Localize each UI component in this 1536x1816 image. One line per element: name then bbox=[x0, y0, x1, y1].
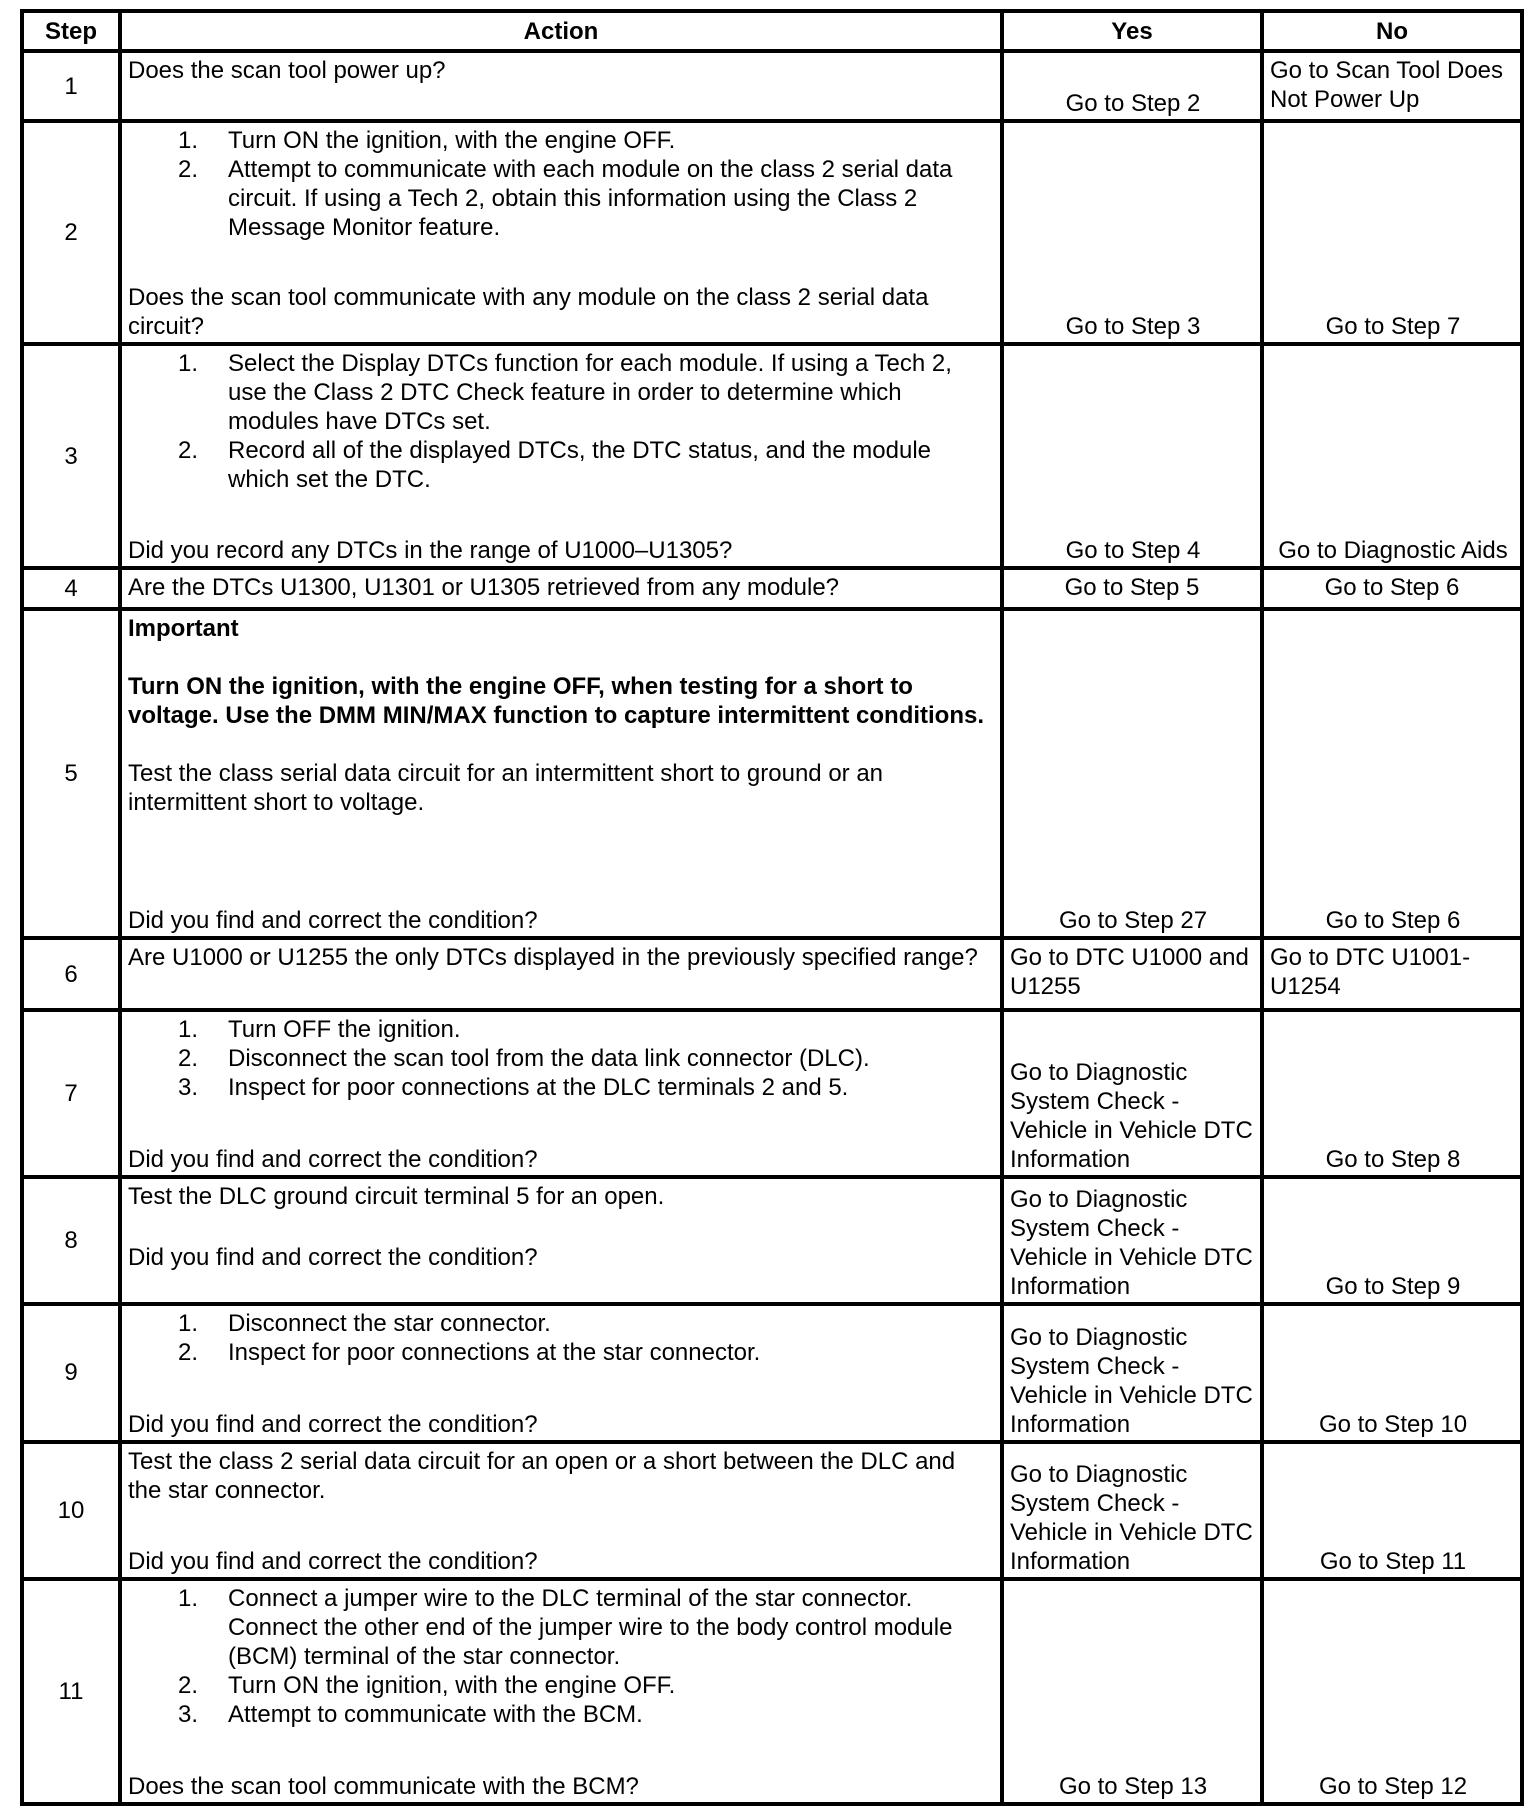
yes-cell bbox=[1002, 1579, 1262, 1804]
action-steps bbox=[128, 1015, 994, 1102]
step-number: 9 bbox=[22, 1304, 120, 1442]
header-step: Step bbox=[22, 11, 120, 51]
yes-result: Go to Step 27 bbox=[1058, 907, 1208, 935]
table-row bbox=[22, 121, 1522, 344]
no-cell bbox=[1262, 1442, 1522, 1579]
table-row bbox=[22, 568, 1522, 609]
yes-result: Go to Step 4 bbox=[1065, 537, 1201, 565]
no-result: Go to Step 8 bbox=[1325, 1145, 1461, 1173]
action-cell bbox=[120, 1579, 1002, 1804]
no-cell bbox=[1262, 1579, 1522, 1804]
list-item: 3. Attempt to communicate with the BCM. bbox=[178, 1700, 643, 1728]
yes-cell bbox=[1002, 568, 1262, 609]
action-cell bbox=[120, 568, 1002, 609]
important-text: Turn ON the ignition, with the engine OFF, when testing for a short to voltage. Use the DMM MIN/MAX function to capture intermittent conditions. bbox=[128, 673, 985, 730]
yes-result: Go to DTC U1000 and U1255 bbox=[1010, 944, 1249, 1001]
yes-cell bbox=[1002, 1304, 1262, 1442]
action-question: Did you record any DTCs in the range of U1000–U1305? bbox=[128, 537, 733, 565]
yes-cell bbox=[1002, 121, 1262, 344]
yes-cell bbox=[1002, 344, 1262, 568]
step-number: 3 bbox=[22, 344, 120, 568]
header-row bbox=[22, 11, 1522, 51]
action-cell bbox=[120, 121, 1002, 344]
yes-result: Go to Diagnostic System Check - Vehicle in Vehicle DTC Information bbox=[1010, 1460, 1253, 1575]
table-row bbox=[22, 1177, 1522, 1304]
step-number: 7 bbox=[22, 1010, 120, 1177]
action-steps bbox=[128, 349, 994, 494]
action-question: Did you find and correct the condition? bbox=[128, 1145, 538, 1173]
action-question: Did you find and correct the condition? bbox=[128, 1410, 538, 1438]
action-cell bbox=[120, 1010, 1002, 1177]
action-question: Did you find and correct the condition? bbox=[128, 1547, 538, 1575]
action-instruction: Test the class serial data circuit for an intermittent short to ground or an intermittent short to voltage. bbox=[128, 760, 884, 817]
action-steps bbox=[128, 126, 994, 242]
action-instruction: Test the class 2 serial data circuit for an open or a short between the DLC and the star connector. bbox=[128, 1447, 956, 1504]
step-number: 11 bbox=[22, 1579, 120, 1804]
table-row bbox=[22, 609, 1522, 938]
no-cell bbox=[1262, 51, 1522, 121]
action-question: Are the DTCs U1300, U1301 or U1305 retrieved from any module? bbox=[128, 574, 840, 602]
list-item: 1. Select the Display DTCs function for each module. If using a Tech 2, use the Class 2 DTC Check feature in order to determine which modules have DTCs set. bbox=[178, 350, 952, 436]
list-item: 2. Disconnect the scan tool from the data link connector (DLC). bbox=[178, 1044, 870, 1072]
yes-result: Go to Diagnostic System Check - Vehicle in Vehicle DTC Information bbox=[1010, 1058, 1253, 1173]
action-question: Does the scan tool communicate with any module on the class 2 serial data circuit? bbox=[128, 284, 929, 341]
no-result: Go to Step 6 bbox=[1324, 574, 1460, 602]
table-row bbox=[22, 1010, 1522, 1177]
yes-result: Go to Step 13 bbox=[1058, 1773, 1208, 1800]
no-cell bbox=[1262, 1010, 1522, 1177]
no-cell bbox=[1262, 1177, 1522, 1304]
action-question: Does the scan tool communicate with the BCM? bbox=[128, 1773, 639, 1800]
diagnostic-table bbox=[20, 9, 1524, 1806]
action-cell bbox=[120, 344, 1002, 568]
no-result: Go to DTC U1001-U1254 bbox=[1270, 944, 1471, 1001]
no-result: Go to Step 12 bbox=[1318, 1773, 1468, 1800]
yes-cell bbox=[1002, 1177, 1262, 1304]
step-number: 1 bbox=[22, 51, 120, 121]
no-cell bbox=[1262, 344, 1522, 568]
table-row bbox=[22, 1579, 1522, 1804]
list-item: 1. Connect a jumper wire to the DLC terminal of the star connector. Connect the other end of the jumper wire to the body control module (BCM) terminal of the star connector. bbox=[178, 1584, 953, 1670]
action-question: Did you find and correct the condition? bbox=[128, 1243, 538, 1271]
table-row bbox=[22, 344, 1522, 568]
list-item: 2. Attempt to communicate with each module on the class 2 serial data circuit. If using a Tech 2, obtain this information using the Class 2 Message Monitor feature. bbox=[178, 156, 953, 242]
no-result: Go to Step 11 bbox=[1319, 1547, 1467, 1575]
yes-result: Go to Step 3 bbox=[1065, 313, 1201, 341]
list-item: 2. Turn ON the ignition, with the engine OFF. bbox=[178, 1671, 676, 1699]
action-cell bbox=[120, 1177, 1002, 1304]
step-number: 6 bbox=[22, 938, 120, 1009]
no-result: Go to Step 10 bbox=[1318, 1410, 1468, 1438]
step-number: 5 bbox=[22, 609, 120, 938]
yes-result: Go to Step 2 bbox=[1065, 90, 1201, 118]
yes-result: Go to Diagnostic System Check - Vehicle in Vehicle DTC Information bbox=[1010, 1185, 1253, 1300]
no-cell bbox=[1262, 121, 1522, 344]
yes-cell bbox=[1002, 938, 1262, 1009]
list-item: 1. Disconnect the star connector. bbox=[178, 1309, 551, 1337]
header-action: Action bbox=[120, 11, 1002, 51]
action-instruction: Test the DLC ground circuit terminal 5 for an open. bbox=[128, 1182, 665, 1210]
yes-cell bbox=[1002, 1442, 1262, 1579]
action-question: Does the scan tool power up? bbox=[128, 57, 446, 84]
list-item: 1. Turn ON the ignition, with the engine OFF. bbox=[178, 127, 676, 155]
header-yes: Yes bbox=[1002, 11, 1262, 51]
no-result: Go to Scan Tool Does Not Power Up bbox=[1270, 57, 1504, 113]
action-question: Did you find and correct the condition? bbox=[128, 907, 538, 935]
header-no: No bbox=[1262, 11, 1522, 51]
no-cell bbox=[1262, 568, 1522, 609]
table-row bbox=[22, 1442, 1522, 1579]
list-item: 1. Turn OFF the ignition. bbox=[178, 1015, 461, 1043]
no-cell bbox=[1262, 1304, 1522, 1442]
action-cell bbox=[120, 1304, 1002, 1442]
no-result: Go to Step 7 bbox=[1325, 313, 1461, 341]
yes-result: Go to Diagnostic System Check - Vehicle in Vehicle DTC Information bbox=[1010, 1323, 1253, 1438]
action-cell bbox=[120, 609, 1002, 938]
yes-cell bbox=[1002, 1010, 1262, 1177]
action-cell bbox=[120, 938, 1002, 1009]
action-question: Are U1000 or U1255 the only DTCs displayed in the previously specified range? bbox=[128, 944, 978, 972]
yes-cell bbox=[1002, 51, 1262, 121]
no-result: Go to Step 6 bbox=[1325, 907, 1461, 935]
yes-result: Go to Step 5 bbox=[1064, 574, 1200, 602]
no-result: Go to Step 9 bbox=[1325, 1272, 1461, 1300]
yes-cell bbox=[1002, 609, 1262, 938]
action-steps bbox=[128, 1309, 994, 1367]
table-row bbox=[22, 51, 1522, 121]
table-row bbox=[22, 938, 1522, 1009]
list-item: 3. Inspect for poor connections at the DLC terminals 2 and 5. bbox=[178, 1073, 849, 1101]
action-steps bbox=[128, 1584, 994, 1729]
no-cell bbox=[1262, 609, 1522, 938]
step-number: 10 bbox=[22, 1442, 120, 1579]
no-result: Go to Diagnostic Aids bbox=[1278, 537, 1508, 565]
list-item: 2. Inspect for poor connections at the star connector. bbox=[178, 1338, 761, 1366]
step-number: 4 bbox=[22, 568, 120, 609]
action-cell bbox=[120, 51, 1002, 121]
list-item: 2. Record all of the displayed DTCs, the DTC status, and the module which set the DTC. bbox=[178, 437, 932, 494]
important-title: Important bbox=[128, 615, 239, 643]
table-row bbox=[22, 1304, 1522, 1442]
step-number: 8 bbox=[22, 1177, 120, 1304]
step-number: 2 bbox=[22, 121, 120, 344]
no-cell bbox=[1262, 938, 1522, 1009]
action-cell bbox=[120, 1442, 1002, 1579]
